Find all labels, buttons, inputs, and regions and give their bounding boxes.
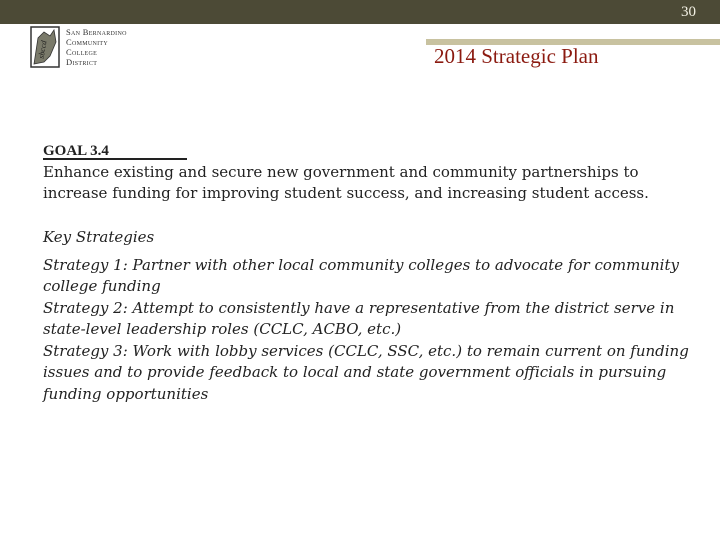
header-bar — [0, 0, 720, 24]
page-number: 30 — [681, 4, 696, 20]
strategies-heading: Key Strategies — [43, 228, 155, 246]
goal-description: Enhance existing and secure new government and community partnerships to increase funding for improving student success, and increasing student access. — [43, 163, 649, 202]
district-logo — [30, 24, 146, 70]
logo-line: District — [66, 57, 98, 67]
slide-title: 2014 Strategic Plan — [434, 44, 599, 68]
goal-heading: GOAL 3.4 — [43, 143, 187, 160]
logo-line: Community — [66, 37, 109, 47]
logo-line: College — [66, 47, 98, 57]
strategy-item: Strategy 3: Work with lobby services (CCLC, SSC, etc.) to remain current on funding issues and to provide feedback to local and state government officials in pursuing funding opportunities — [43, 341, 689, 403]
seal-text: sbccd — [36, 39, 49, 60]
logo-line: San Bernardino — [66, 27, 127, 37]
strategy-item: Strategy 1: Partner with other local community colleges to advocate for community college funding — [43, 255, 679, 295]
strategies-section — [43, 227, 693, 405]
strategy-item: Strategy 2: Attempt to consistently have a representative from the district serve in state-level leadership roles (CCLC, ACBO, etc.) — [43, 298, 675, 338]
logo-wordmark — [66, 27, 127, 67]
seal-icon — [30, 26, 60, 68]
